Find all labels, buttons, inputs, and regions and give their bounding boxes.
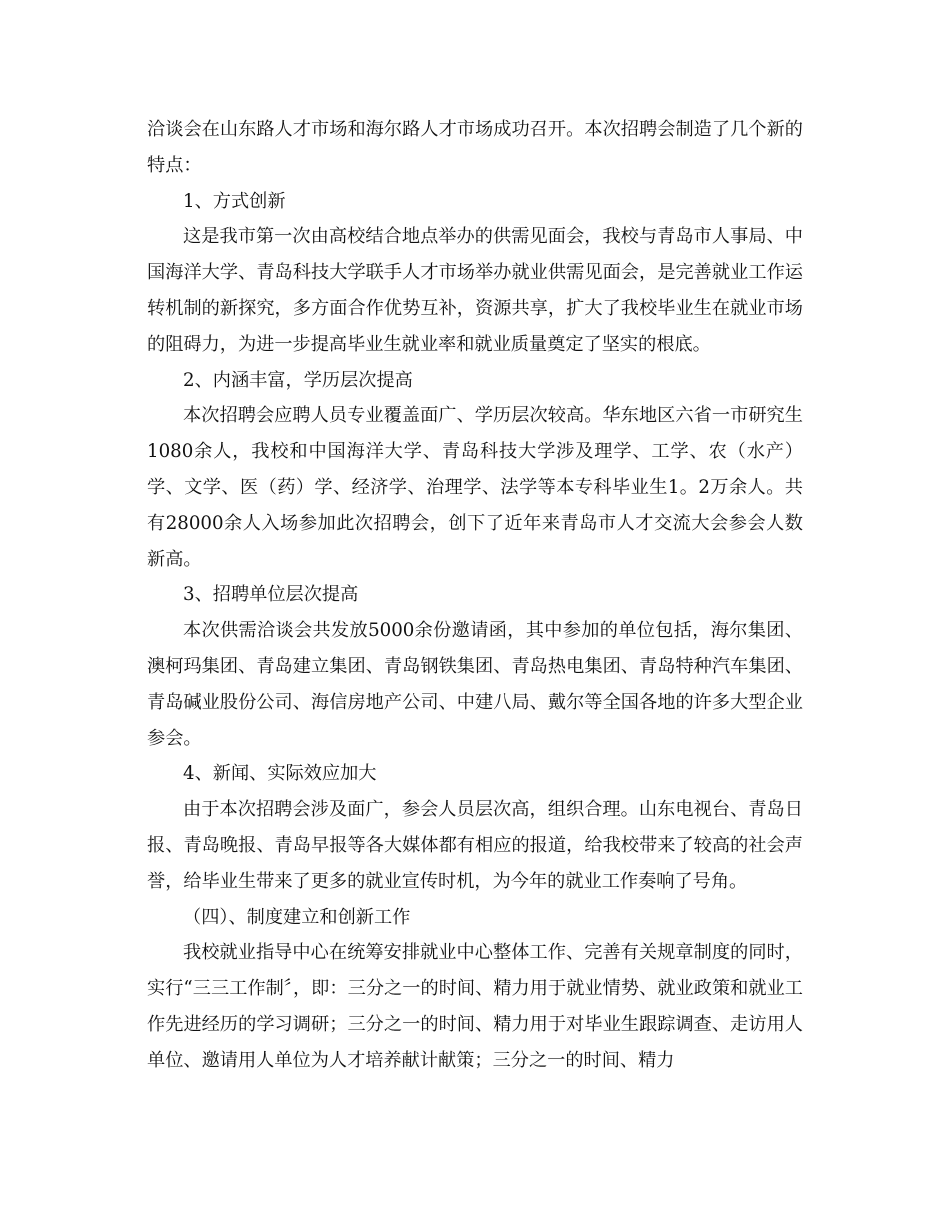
paragraph: 这是我市第一次由高校结合地点举办的供需见面会，我校与青岛市人事局、中国海洋大学、青岛科技大学联手人才市场举办就业供需见面会，是完善就业工作运转机制的新探究，多方面合作优势互补，资源共享，扩大了我校毕业生在就业市场的阻碍力，为进一步提高毕业生就业率和就业质量奠定了坚实的根底。 [147,226,803,355]
section-heading: 2、内涵丰富，学历层次提高 [183,369,413,391]
section-heading: （四）、制度建立和创新工作 [183,906,411,928]
paragraph: 洽谈会在山东路人才市场和海尔路人才市场成功召开。本次招聘会制造了几个新的特点： [147,119,803,176]
paragraph: 本次招聘会应聘人员专业覆盖面广、学历层次较高。华东地区六省一市研究生1080余人，我校和中国海洋大学、青岛科技大学涉及理学、工学、农（水产）学、文学、医（药）学、经济学、治理学、法学等本专科毕业生1。2万余人。共有28000余人入场参加此次招聘会，创下了近年来青岛市人才交流大会参会人数新高。 [147,405,803,570]
section-heading: 1、方式创新 [183,190,286,212]
document-body [147,112,803,1079]
section-heading: 3、招聘单位层次提高 [183,584,359,606]
section-heading: 4、新闻、实际效应加大 [183,763,377,785]
paragraph: 本次供需洽谈会共发放5000余份邀请函，其中参加的单位包括，海尔集团、澳柯玛集团、青岛建立集团、青岛钢铁集团、青岛热电集团、青岛特种汽车集团、青岛碱业股份公司、海信房地产公司、中建八局、戴尔等全国各地的许多大型企业参会。 [147,620,803,749]
paragraph: 我校就业指导中心在统筹安排就业中心整体工作、完善有关规章制度的同时，实行“三三工作制〞，即：三分之一的时间、精力用于就业情势、就业政策和就业工作先进经历的学习调研；三分之一的时间、精力用于对毕业生跟踪调查、走访用人单位、邀请用人单位为人才培养献计献策；三分之一的时间、精力 [147,942,803,1071]
paragraph: 由于本次招聘会涉及面广，参会人员层次高，组织合理。山东电视台、青岛日报、青岛晚报、青岛早报等各大媒体都有相应的报道，给我校带来了较高的社会声誉，给毕业生带来了更多的就业宣传时机，为今年的就业工作奏响了号角。 [147,799,803,892]
